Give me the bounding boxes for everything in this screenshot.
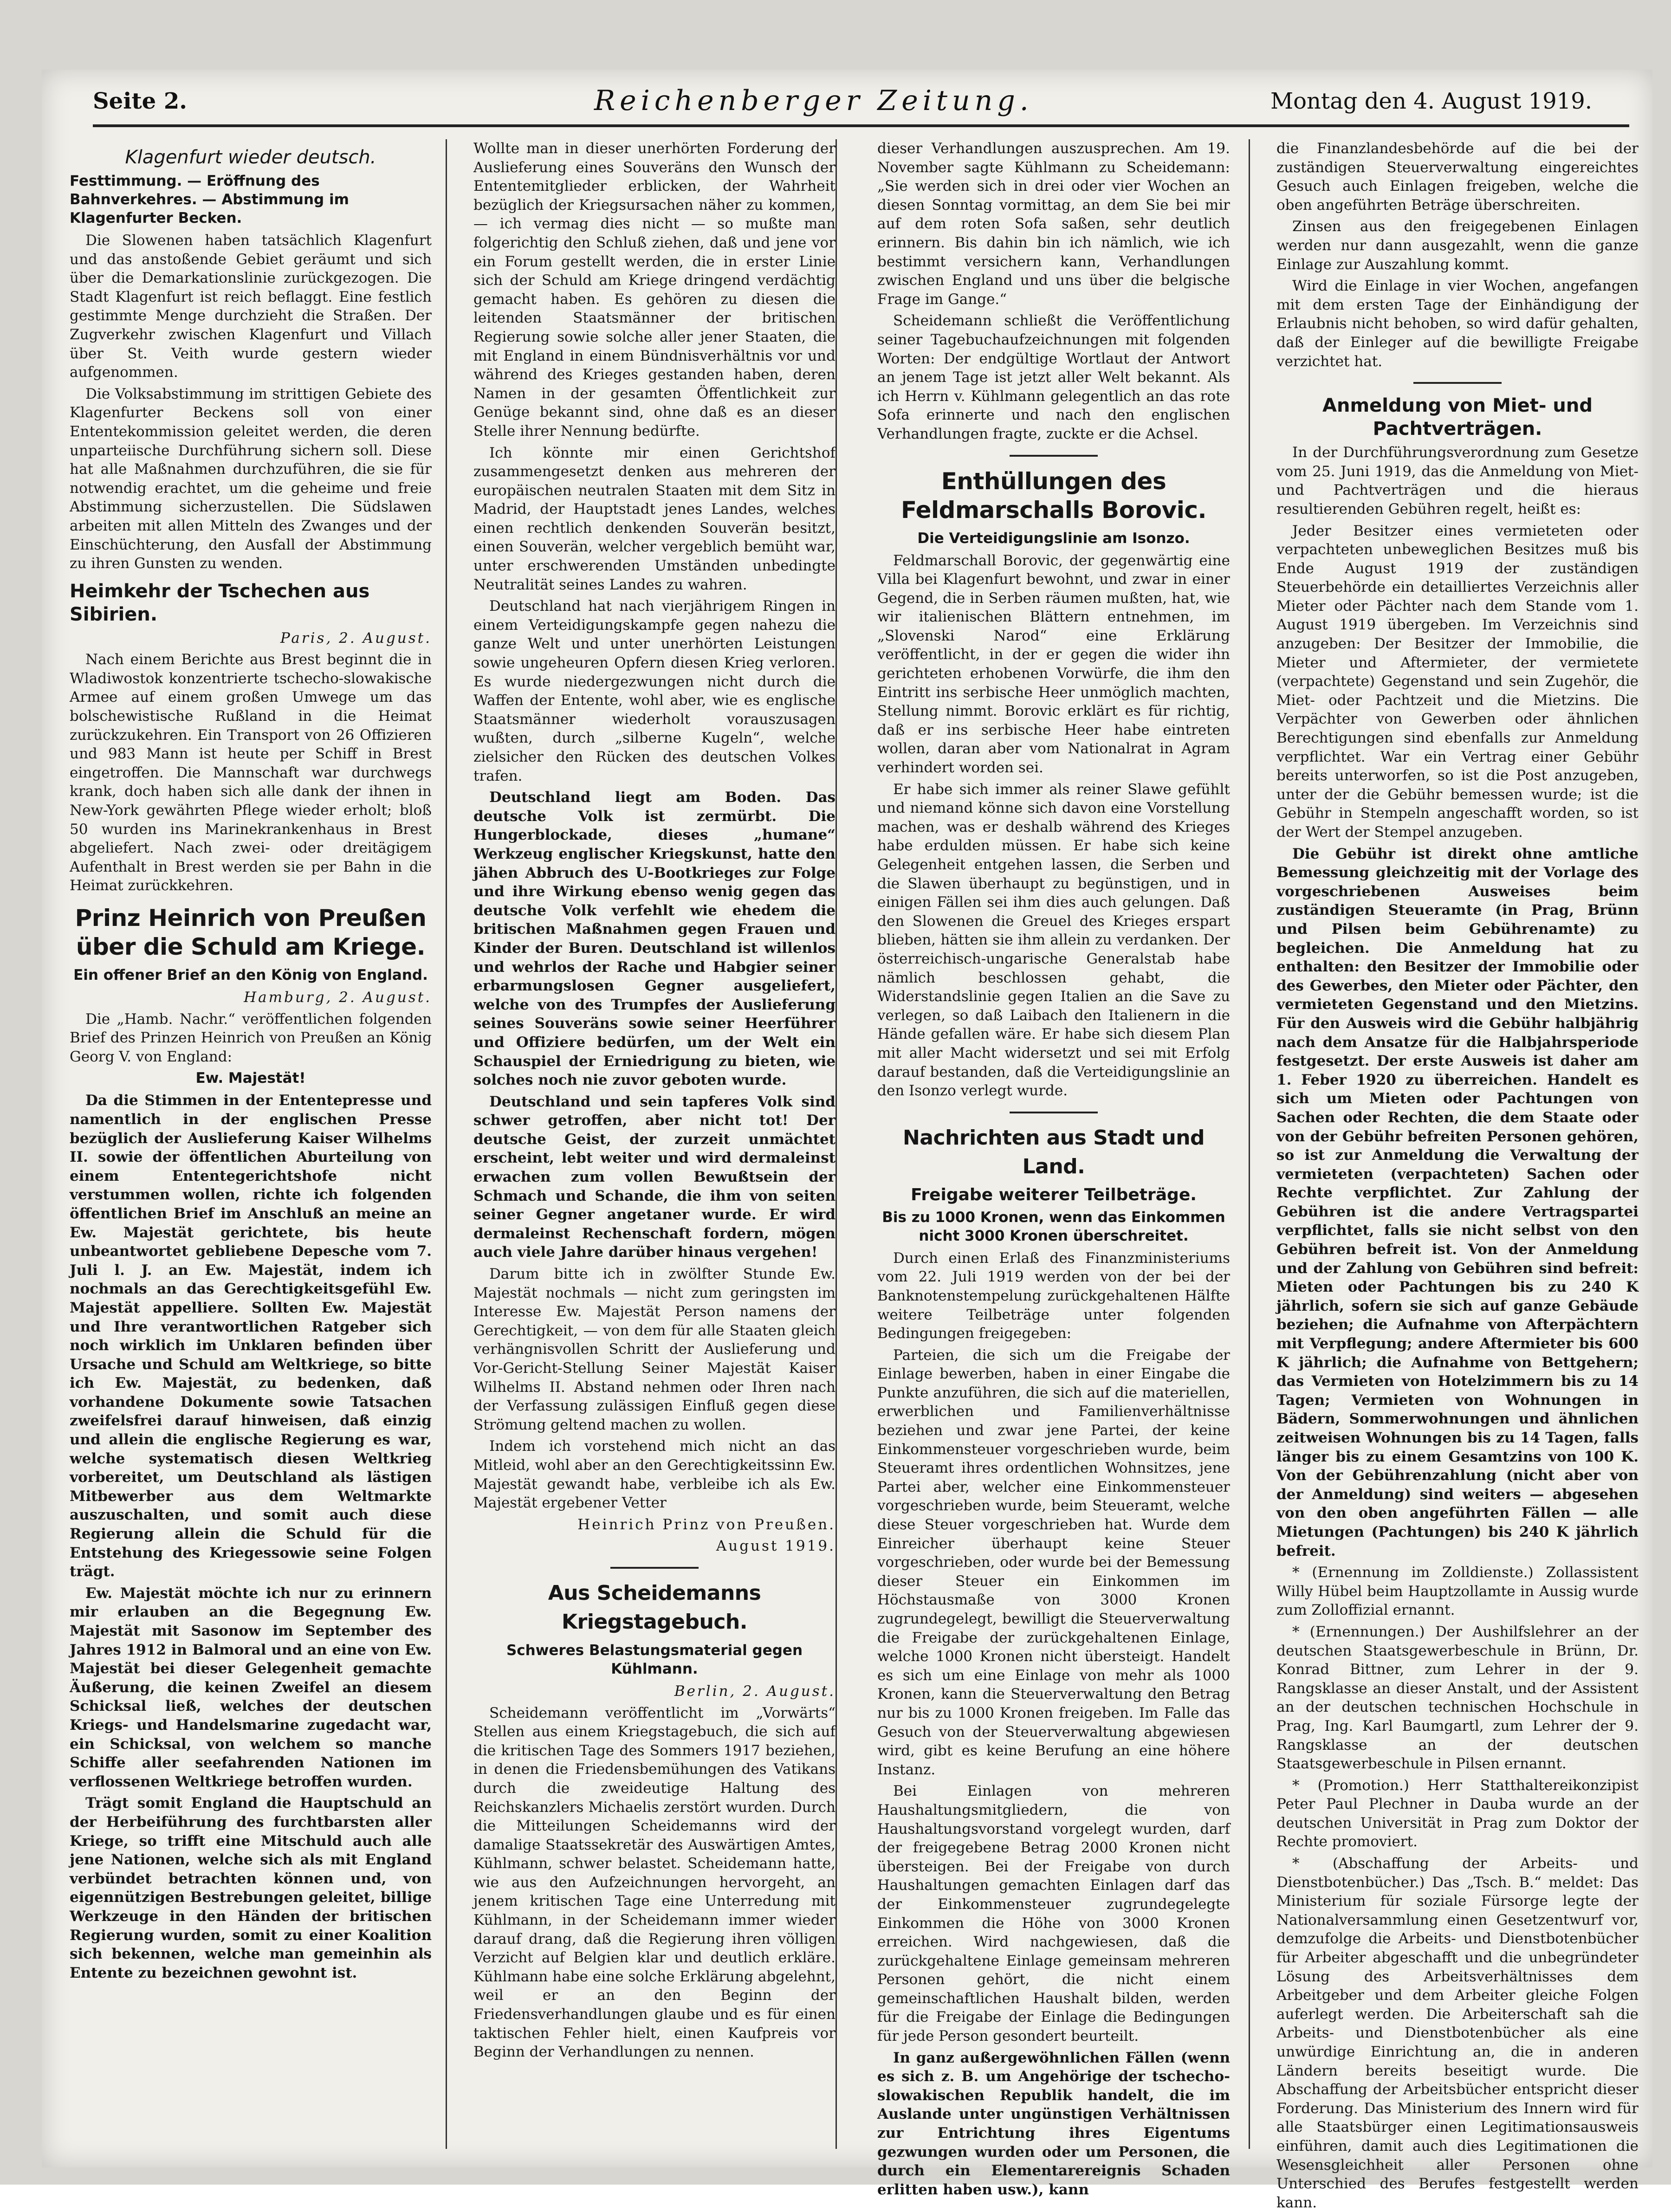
news-item: * (Abschaffung der Arbeits- und Dienstbotenbücher.) Das „Tsch. B.“ meldet: Das Ministerium für soziale Fürsorge legte der Nationalversammlung einen Gesetzentwurf vor, demzufolge die Arbeits- und Dienstbotenbücher für Arbeiter abgeschafft und die unbegründeter Lösung des Arbeitsverhältnisses dem Arbeitgeber und dem Arbeiter gleiche Folgen auferlegt werden. Die Arbeiterschaft sah die Arbeits- und Dienstbotenbücher als eine unwürdige Einrichtung an, die in anderen Ländern bereits beseitigt wurde. Die Abschaffung der Arbeitsbücher entspricht dieser Forderung. Das Ministerium des Innern wird für alle Staatsbürger einen Legitimationsausweis einführen, damit auch dies Legitimationen die Wesensgleichheit aller Personen ohne Unterschied des Berufes festgestellt werden kann. [1276,1855,1639,2211]
article-paragraph: Da die Stimmen in der Ententepresse und namentlich in der englischen Presse bezüglich der Auslieferung Kaiser Wilhelms II. sowie der öffentlichen Aburteilung von einem Ententegerichtshofe nicht verstummen wollen, richte ich folgenden öffentlichen Brief im Anschluß an meine an Ew. Majestät gerichtete, bis heute unbeantwortet gebliebene Depesche vom 7. Juli l. J. an Ew. Majestät, indem ich nochmals an das Gerechtigkeitsgefühl Ew. Majestät appelliere. Sollten Ew. Majestät und Ihre verantwortlichen Ratgeber sich noch wirklich im Unklaren befinden über Ursache und Schuld am Weltkriege, so bitte ich Ew. Majestät, zu bedenken, daß vorhandene Dokumente sowie Tatsachen zweifelsfrei darauf hinweisen, daß einzig und allein die englische Regierung es war, welche systematisch diesen Weltkrieg vorbereitet, um Deutschland als lästigen Mitbewerber aus dem Weltmarkte auszuschalten, und somit auch diese Regierung allein die Schuld für die Entstehung des Kriegessowie seine Folgen trägt. [70,1092,432,1580]
column-2 [473,139,836,2149]
article-paragraph: Die Gebühr ist direkt ohne amtliche Bemessung gleichzeitig mit der Vorlage des vorgeschriebenen Ausweises beim zuständigen Steueramte (in Prag, Brünn und Pilsen beim Gebührenamte) zu begleichen. Die Anmeldung hat zu enthalten: den Besitzer der Immobilie oder des Gewerbes, den Mieter oder Pächter, den vermieteten Gegenstand und den Mietzins. Für den Ausweis wird die Gebühr halbjährig nach dem Ansatze für die Halbjahrsperiode festgesetzt. Der erste Ausweis ist daher am 1. Feber 1920 zu überreichen. Handelt es sich um Mieten oder Pachtungen von Sachen oder Rechten, die dem Staate oder von der Gebühr befreiten Personen gehören, so ist zur Anmeldung die Verwaltung der vermieteten (verpachteten) Sachen oder Rechte verpflichtet. Zur Zahlung der Gebühren ist die andere Vertragspartei verpflichtet, falls sie nicht selbst von den Gebühren befreit ist. Von der Anmeldung und der Zahlung von Gebühren sind befreit: Mieten oder Pachtungen bis zu 240 K jährlich, sofern sie sich auf ganze Gebäude beziehen; die Aufnahme von Afterpächtern mit Verpflegung; andere Aftermieter bis 600 K jährlich; die Aufnahme von Bettgehern; das Vermieten von Hotelzimmern bis zu 14 Tagen; Vermieten von Wohnungen in Bädern, Sommerwohnungen und ähnlichen zeitweisen Wohnungen bis zu 14 Tagen, falls länger bis zu einem Gesamtzins von 100 K. Von der Gebührenzahlung (nicht aber von der Anmeldung) sind weiters — abgesehen von den oben angeführten Fällen — alle Mietungen (Pachtungen) bis 240 K jährlich befreit. [1276,845,1639,1559]
article-paragraph: dieser Verhandlungen auszusprechen. Am 19. November sagte Kühlmann zu Scheidemann: „Sie werden sich in drei oder vier Wochen an diesen Sonntag vormittag, an dem Sie bei mir auf dem roten Sofa saßen, sehr deutlich erinnern. Bis dahin bin ich nämlich, wie ich bestimmt versichern kann, Verhandlungen zwischen England und uns über die belgische Frage im Gange.“ [877,140,1230,308]
section-rule [1010,455,1098,457]
article-paragraph: Ew. Majestät möchte ich nur zu erinnern mir erlauben an die Begegnung Ew. Majestät mit Sasonow im September des Jahres 1912 in Balmoral und an eine von Ew. Majestät bei dieser Gelegenheit gemachte Äußerung, die keinen Zweifel an diesem Schicksal ließ, welches der deutschen Kriegs- und Handelsmarine zugedacht war, ein Schicksal, von welchem so manche Schiffe aller seefahrenden Nationen im verflossenen Weltkriege betroffen wurden. [70,1585,432,1790]
article-paragraph: Deutschland und sein tapferes Volk sind schwer getroffen, aber nicht tot! Der deutsche Geist, der zurzeit unmächtet erscheint, lebt weiter und wird dermaleinst erwachen zum vollen Bewußtsein der Schmach und Schande, die ihm von seiten seiner Gegner angetaner wurde. Er wird dermaleinst Rechenschaft fordern, mögen auch viele Jahre darüber hinaus vergehen! [473,1093,836,1261]
issue-date: Montag den 4. August 1919. [1270,88,1592,114]
section-rule [1010,1112,1098,1113]
article-paragraph: Die Volksabstimmung im strittigen Gebiete des Klagenfurter Beckens soll von einer Ententekommission geleitet werden, die deren unparteiische Durchführung sichern soll. Diese hat alle Maßnahmen durchzuführen, die sie für notwendig erachtet, um die geheime und freie Abstimmung sicherzustellen. Die Südslawen arbeiten mit allen Mitteln des Zwanges und der Einschüchterung, den Ausfall der Abstimmung zu ihren Gunsten zu wenden. [70,385,432,572]
article-headline: Enthüllungen des Feldmarschalls Borovic. [901,467,1206,524]
masthead-rule [93,124,1629,127]
masthead [93,78,1652,129]
article-headline: Anmeldung von Miet- und Pachtverträgen. [1322,395,1593,440]
article-paragraph: Scheidemann veröffentlicht im „Vorwärts“ Stellen aus einem Kriegstagebuch, die sich auf die kritischen Tage des Sommers 1917 beziehen, in denen die Friedensbemühungen des Vatikans durch die zweideutige Haltung des Reichskanzlers Michaelis zerstört wurden. Durch die Mitteilungen Scheidemanns wird der damalige Staatssekretär des Auswärtigen Amtes, Kühlmann, schwer belastet. Scheidemann hatte, wie aus den Aufzeichnungen hervorgeht, an jenem kritischen Tage eine Unterredung mit Kühlmann, in der Scheidemann immer wieder darauf drang, daß die Regierung ihren völligen Verzicht auf Belgien klar und deutlich erkläre. Kühlmann habe eine solche Erklärung abgelehnt, weil er an den Beginn der Friedensverhandlungen glaube und es für einen taktischen Fehler hielt, einen Kaufpreis vor Beginn der Verhandlungen zu nennen. [473,1704,836,2061]
column-divider [836,139,837,2149]
dateline: Paris, 2. August. [280,629,432,647]
article-paragraph: Jeder Besitzer eines vermieteten oder verpachteten unbeweglichen Besitzes muß bis Ende August 1919 der zuständigen Steuerbehörde ein detailliertes Verzeichnis aller Mieter oder Pächter nach dem Stande vom 1. August 1919 übergeben. Im Verzeichnis sind anzugeben: Der Besitzer der Immobilie, die Mieter und Aftermieter, der vermietete (verpachtete) Gegenstand und sein Zugehör, die Miet- oder Pachtzeit und die Mietzins. Die Verpächter von Gewerben oder ähnlichen Berechtigungen sind ebenfalls zur Anmeldung verpflichtet. War ein Vertrag einer Gebühr bereits unterworfen, so ist die Post anzugeben, unter der die Gebühr bemessen wurde; ist die Gebühr in Stempeln angeschafft worden, so ist der Wert der Stempel anzugeben. [1276,522,1639,841]
page-number: Seite 2. [93,88,187,114]
article-paragraph: Ich könnte mir einen Gerichtshof zusammengesetzt denken aus mehreren der europäischen neutralen Staaten mit dem Sitz in Madrid, der Hauptstadt jenes Landes, welches einen rechtlich denkenden Souverän besitzt, einen Souverän, welcher vergeblich bemüht war, unter erschwerenden Umständen unbedingte Neutralität seines Landes zu wahren. [473,444,836,593]
article-paragraph: Deutschland hat nach vierjährigem Ringen in einem Verteidigungskampfe gegen nahezu die ganze Welt und unter unerhörten Leistungen sowie ungeheuren Opfern diesen Krieg verloren. Es wurde niedergezwungen nicht durch die Waffen der Entente, wohl aber, wie es englische Staatsmänner wiederholt vorauszusagen wußten, durch „silberne Kugeln“, welche zielsicher den Rücken des deutschen Volkes trafen. [473,598,836,784]
article-paragraph: Parteien, die sich um die Freigabe der Einlage bewerben, haben in einer Eingabe die Punkte anzuführen, die sich auf die materiellen, erwerblichen und Familienverhältnisse beziehen und zwar jene Partei, der keine Einkommensteuer vorgeschrieben wurde, beim Steueramt ihres ordentlichen Wohnsitzes, jene Partei aber, welcher eine Einkommensteuer vorgeschrieben wurde, beim Steueramt, welche diese Steuer vorgeschrieben hat. Wurde dem Einreicher überhaupt keine Steuer vorgeschrieben, oder wurde bei der Bemessung dieser Steuer ein Einkommen im Höchstausmaße von 3000 Kronen zugrundegelegt, bewilligt die Steuerverwaltung die Freigabe der zurückgehaltenen Einlage, welche 1000 Kronen nicht übersteigt. Handelt es sich um eine Einlage von mehr als 1000 Kronen, kann die Steuerverwaltung den Betrag nur bis zu 1000 Kronen freigeben. Im Falle das Gesuch von der Steuerverwaltung abgewiesen wird, gibt es keine Berufung an eine höhere Instanz. [877,1346,1230,1778]
letter-signature-date: August 1919. [716,1538,836,1555]
article-headline: Klagenfurt wieder deutsch. [125,147,376,168]
column-divider [1249,139,1250,2149]
article-paragraph: Zinsen aus den freigegebenen Einlagen werden nur dann ausgezahlt, wenn die ganze Einlage zur Auszahlung kommt. [1276,218,1639,273]
article-paragraph: In der Durchführungsverordnung zum Gesetze vom 25. Juni 1919, das die Anmeldung von Miet- und Pachtverträgen und die hieraus resultierenden Gebühren regelt, heißt es: [1276,444,1639,517]
news-item: * (Promotion.) Herr Statthaltereikonzipist Peter Paul Plechner in Dauba wurde an der deutschen Universität in Prag zum Doktor der Rechte promoviert. [1276,1777,1639,1850]
article-paragraph: Er habe sich immer als reiner Slawe gefühlt und niemand könne sich davon eine Vorstellung machen, was er deshalb während des Krieges habe erdulden müssen. Er habe sich keine Gelegenheit entgehen lassen, die Serben und die Slawen überhaupt zu begünstigen, und in einigen Fällen sei ihm dies auch gelungen. Daß den Slowenen die Greuel des Krieges erspart blieben, hätten sie ihm allein zu verdanken. Der österreichisch-ungarische Generalstab habe nämlich beschlossen gehabt, die Widerstandslinie gegen Italien an die Save zu verlegen, so daß Laibach den Italienern in die Hände gefallen wäre. Er habe sich diesem Plan mit aller Macht widersetzt und sei mit Erfolg darauf bestanden, daß die Verteidigungslinie an den Isonzo verlegt wurde. [877,781,1230,1100]
article-headline: Aus Scheidemanns Kriegstagebuch. [548,1581,761,1634]
article-paragraph: Bei Einlagen von mehreren Haushaltungsmitgliedern, die von Haushaltungsvorstand vorgelegt wurden, darf der freigegebene Betrag 2000 Kronen nicht übersteigen. Bei der Freigabe von durch Haushaltungen gemachten Einlagen darf das der Einkommensteuer zugrundegelegte Einkommen die Höhe von 3000 Kronen erreichen. Wird nachgewiesen, daß die zurückgehaltene Einlage gemeinsam mehreren Personen gehört, die nicht einem gemeinschaftlichen Haushalt bilden, werden für die Freigabe der Einlage die Bedingungen für jede Person gesondert beurteilt. [877,1783,1230,2045]
article-paragraph: Nach einem Berichte aus Brest beginnt die in Wladiwostok konzentrierte tschecho-slowakische Armee auf einem großen Umwege um das bolschewistische Rußland in die Heimat zurückzukehren. Ein Transport von 26 Offizieren und 983 Mann ist heute per Schiff in Brest eingetroffen. Die Mannschaft war durchwegs krank, doch haben sich alle dank der ihnen in New-York gewährten Pflege wieder erholt; bloß 50 wurden ins Marinekrankenhaus in Brest abgeliefert. Nach zwei- oder dreitägigem Aufenthalt in Brest werden sie per Bahn in die Heimat zurückkehren. [70,651,432,894]
article-paragraph: die Finanzlandesbehörde auf die bei der zuständigen Steuerverwaltung eingereichtes Gesuch auch Einlagen freigeben, welche die oben angeführten Beträge überschreiten. [1276,140,1639,213]
article-subheadline: Die Verteidigungslinie am Isonzo. [917,530,1190,547]
article-headline: Heimkehr der Tschechen aus Sibirien. [70,580,370,625]
dateline: Berlin, 2. August. [674,1682,836,1700]
section-rule [1413,382,1502,384]
article-subheadline: Schweres Belastungsmaterial gegen Kühlmann. [506,1642,803,1677]
article-headline: Prinz Heinrich von Preußen über die Schuld am Kriege. [75,905,427,960]
news-item: * (Ernennungen.) Der Aushilfslehrer an der deutschen Staatsgewerbeschule in Brünn, Dr. Konrad Bittner, zum Lehrer in der 9. Rangsklasse an dieser Anstalt, und der Assistent an der deutschen technischen Hochschule in Prag, Ing. Karl Baumgartl, zum Lehrer der 9. Rangsklasse an der deutschen Staatsgewerbeschule in Pilsen ernannt. [1276,1623,1639,1772]
article-subheadline: Festtimmung. — Eröffnung des Bahnverkehres. — Abstimmung im Klagenfurter Becken. [70,173,349,226]
letter-signature: Heinrich Prinz von Preußen. [577,1516,836,1533]
article-paragraph: Deutschland liegt am Boden. Das deutsche Volk ist zermürbt. Die Hungerblockade, dieses „humane“ Werkzeug englischer Kriegskunst, hatte den jähen Abbruch des U-Bootkrieges zur Folge und ihre Wirkung ebenso wenig gegen das deutsche Volk verfehlt wie ehedem die britischen Maßnahmen gegen Frauen und Kinder der Buren. Deutschland ist willenlos und wehrlos der Rache und Habgier seiner erbarmungslosen Gegner ausgeliefert, welche von des Trumpfes der Auslieferung seines Souveräns sowie seiner Heerführer und Offiziere bedürfen, um der Welt ein Schauspiel der Erniedrigung zu bieten, wie solches noch nie zuvor geboten wurde. [473,789,836,1089]
newspaper-title: Reichenberger Zeitung. [594,84,1033,117]
dateline: Hamburg, 2. August. [244,989,432,1006]
article-paragraph: Indem ich vorstehend mich nicht an das Mitleid, wohl aber an den Gerechtigkeitssinn Ew. Majestät gewandt habe, verbleibe ich als Ew. Majestät ergebener Vetter [473,1438,836,1512]
article-paragraph: Die „Hamb. Nachr.“ veröffentlichen folgenden Brief des Prinzen Heinrich von Preußen an König Georg V. von England: [70,1010,432,1065]
column-3 [877,139,1230,2198]
section-rule [610,1567,699,1569]
article-paragraph: Darum bitte ich in zwölfter Stunde Ew. Majestät nochmals — nicht zum geringsten im Interesse Ew. Majestät Person namens der Gerechtigkeit, — von dem für alle Staaten gleich verhängnisvollen Schritt der Auslieferung und Vor-Gericht-Stellung Seiner Majestät Kaiser Wilhelms II. Abstand nehmen oder Ihren nach der Verfassung zulässigen Einfluß gegen diese Strömung geltend machen zu wollen. [473,1266,836,1433]
article-paragraph: Wollte man in dieser unerhörten Forderung der Auslieferung eines Souveräns den Wunsch der Ententemitglieder erblicken, der Wahrheit bezüglich der Kriegsursachen näher zu kommen, — ich vermag dies nicht — so mußte man folgerichtig den Schluß ziehen, daß und jene vor ein Forum gestellt werden, die in erster Linie sich der Schuld am Kriege dringend verdächtig gemacht haben. Es gehören zu diesen die leitenden Staatsmänner der britischen Regierung sowie solche aller jener Staaten, die mit England in einem Bündnisverhältnis vor und während des Krieges gestanden haben, deren Namen in der gesamten Öffentlichkeit zur Genüge bekannt sind, ohne daß es an dieser Stelle ihrer Nennung bedürfte. [473,140,836,440]
letter-salutation: Ew. Majestät! [195,1070,306,1087]
article-paragraph: Die Slowenen haben tatsächlich Klagenfurt und das anstoßende Gebiet geräumt und sich über die Demarkationslinie zurückgezogen. Die Stadt Klagenfurt ist reich beflaggt. Eine festlich gestimmte Menge durchzieht die Straßen. Der Zugverkehr zwischen Klagenfurt und Villach über St. Veith wurde gestern wieder aufgenommen. [70,232,432,381]
article-paragraph: Trägt somit England die Hauptschuld an der Herbeiführung des furchtbarsten aller Kriege, so trifft eine Mitschuld auch alle jene Nationen, welche sich als mit England verbündet betrachten können und, von eigennützigen Bestrebungen geleitet, billige Werkzeuge in den Händen der britischen Regierung wurden, somit zu einer Koalition sich bekennen, welche man gemeinhin als Entente zu bezeichnen gewohnt ist. [70,1795,432,1981]
article-subheadline: Bis zu 1000 Kronen, wenn das Einkommen nicht 3000 Kronen überschreitet. [882,1209,1225,1244]
section-headline: Nachrichten aus Stadt und Land. [902,1125,1205,1178]
news-item: * (Ernennung im Zolldienste.) Zollassistent Willy Hübel beim Hauptzollamte in Aussig wurde zum Zolloffizial ernannt. [1276,1564,1639,1619]
column-4 [1276,139,1639,2211]
article-subheadline: Ein offener Brief an den König von England. [73,967,428,983]
article-paragraph: Wird die Einlage in vier Wochen, angefangen mit dem ersten Tage der Einhändigung der Erlaubnis nicht behoben, so wird dafür gehalten, daß der Einleger auf die bewilligte Freigabe verzichtet hat. [1276,278,1639,370]
column-1 [70,139,432,2149]
column-divider [446,139,447,2149]
article-paragraph: In ganz außergewöhnlichen Fällen (wenn es sich z. B. um Angehörige der tschecho-slowakischen Republik handelt, die im Auslande unter ungünstigen Verhältnissen zur Entrichtung ihres Eigentums gezwungen wurden oder um Personen, die durch ein Elementarereignis Schaden erlitten haben usw.), kann [877,2049,1230,2198]
article-paragraph: Durch einen Erlaß des Finanzministeriums vom 22. Juli 1919 werden von der bei der Banknotenstempelung zurückgehaltenen Hälfte weitere Teilbeträge unter folgenden Bedingungen freigegeben: [877,1249,1230,1342]
article-paragraph: Scheidemann schließt die Veröffentlichung seiner Tagebuchaufzeichnungen mit folgenden Worten: Der endgültige Wortlaut der Antwort an jenem Tage ist jetzt aller Welt bekannt. Als ich Herrn v. Kühlmann gelegentlich an das rote Sofa erinnerte und nach den englischen Verhandlungen fragte, zuckte er die Achsel. [877,312,1230,442]
article-paragraph: Feldmarschall Borovic, der gegenwärtig eine Villa bei Klagenfurt bewohnt, und zwar in einer Gegend, die in Serben räumen mußten, hat, wie wir italienischen Blättern entnehmen, im „Slovenski Narod“ eine Erklärung veröffentlicht, in der er gegen die wider ihn gerichteten erhobenen Vorwürfe, die ihm den Eintritt ins serbische Heer unmöglich machten, Stellung nimmt. Borovic erklärt es für richtig, daß er ins serbische Heer habe eintreten wollen, daran aber vom Nationalrat in Agram verhindert worden sei. [877,552,1230,776]
article-subheadline: Freigabe weiterer Teilbeträge. [911,1185,1197,1204]
